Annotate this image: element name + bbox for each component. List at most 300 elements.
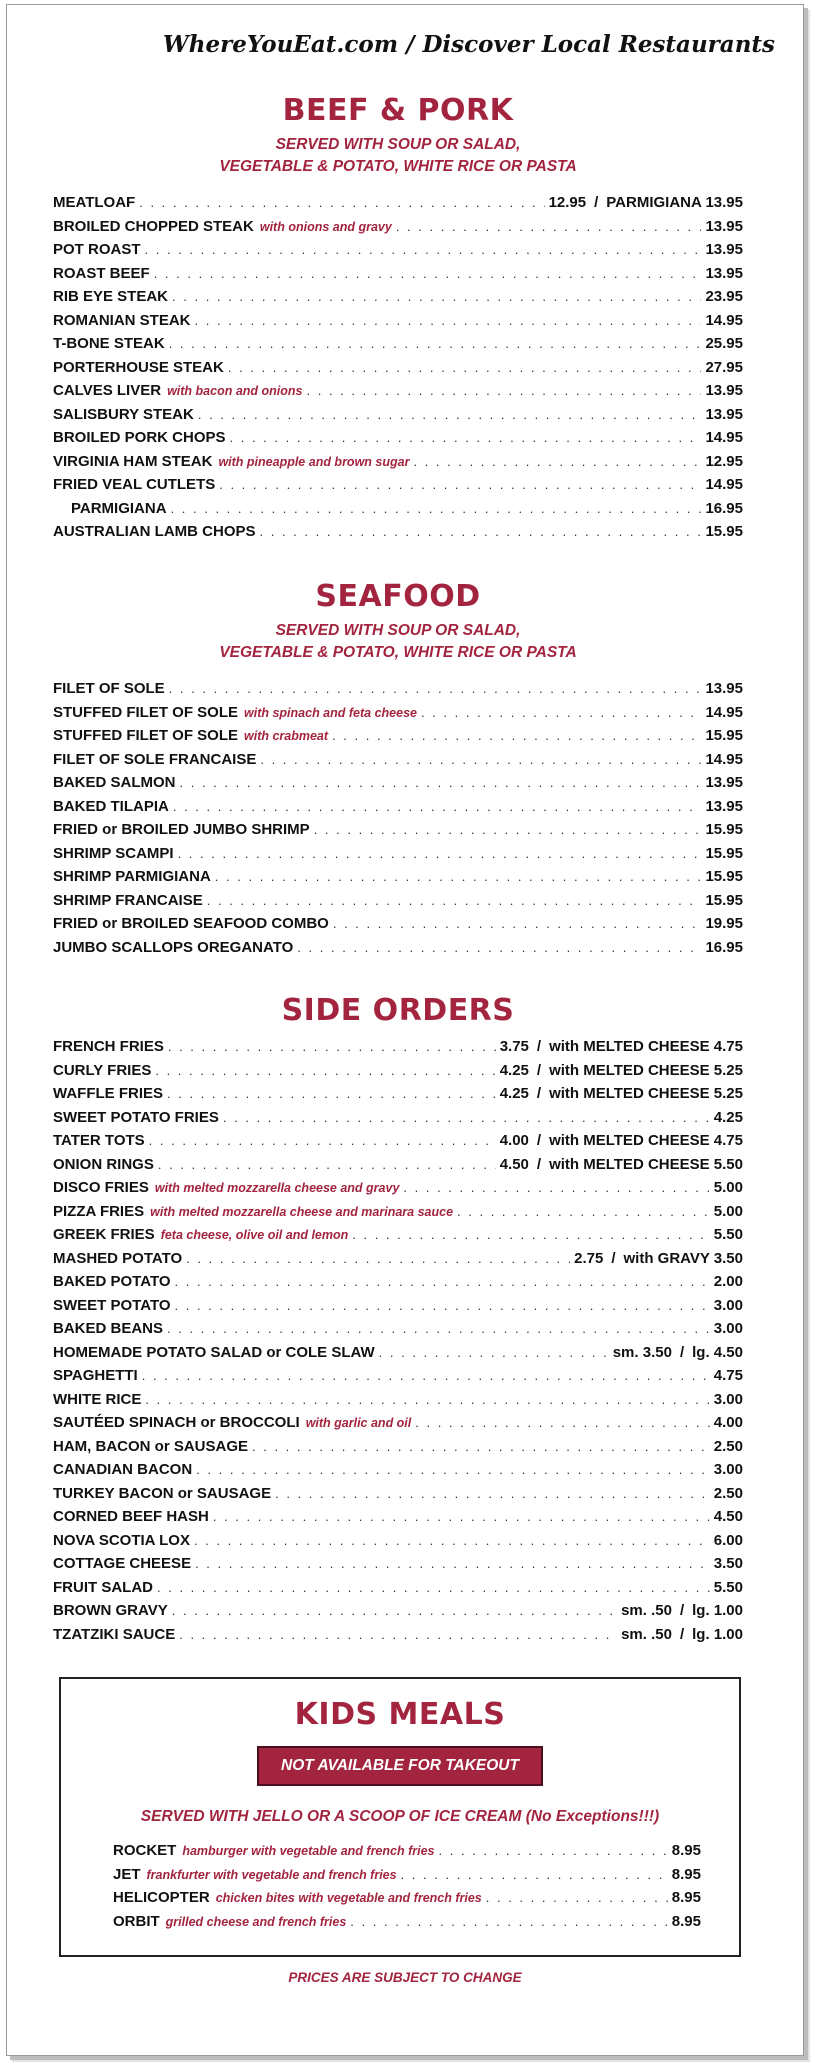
menu-item-price (714, 1391, 743, 1408)
dot-leader (175, 1274, 710, 1289)
menu-item-price (705, 939, 743, 956)
alt-option-label: lg. (692, 1602, 710, 1619)
price-value: 4.75 (713, 1367, 743, 1384)
dot-leader (194, 1533, 710, 1548)
dot-leader (396, 219, 702, 234)
menu-item-name: FRENCH FRIES (53, 1038, 164, 1055)
menu-item-row (53, 1532, 743, 1556)
price-value: 13.95 (705, 405, 743, 423)
price-separator: / (536, 1155, 542, 1173)
menu-item-row (53, 1367, 743, 1391)
menu-item-note: with melted mozzarella cheese and marinara sauce (150, 1204, 454, 1219)
menu-item-row (53, 774, 743, 798)
menu-item-note: with bacon and onions (167, 384, 303, 398)
menu-item-note: with onions and gravy (259, 219, 392, 234)
price-value: 14.95 (705, 750, 743, 768)
menu-item-row (53, 1062, 743, 1086)
dot-leader (157, 1580, 710, 1595)
price-value: 15.95 (705, 821, 743, 838)
menu-item-price (705, 359, 743, 376)
menu-item-price (714, 1320, 743, 1337)
menu-item-name: WAFFLE FRIES (53, 1085, 163, 1102)
beef-pork-sub-line2: VEGETABLE & POTATO, WHITE RICE OR PASTA (219, 158, 577, 175)
menu-item-price (621, 1626, 743, 1643)
price-value: 23.95 (705, 288, 743, 305)
menu-item-name: SALISBURY STEAK (53, 405, 194, 423)
price-value: 4.50 (499, 1155, 529, 1173)
price-value: 4.00 (499, 1132, 529, 1149)
menu-item-row (53, 1602, 743, 1626)
price-value: 4.25 (499, 1061, 529, 1079)
menu-item-price (613, 1344, 743, 1361)
menu-item-row (53, 241, 743, 265)
menu-item-name: JET (113, 1865, 141, 1883)
alt-option-label: with MELTED CHEESE (549, 1155, 710, 1173)
menu-item-name: RIB EYE STEAK (53, 288, 169, 305)
menu-item-price (672, 1889, 701, 1906)
price-value: 15.95 (705, 891, 743, 909)
price-separator: / (536, 1085, 542, 1102)
site-title[interactable]: WhereYouEat.com / Discover Local Restaurants (162, 31, 775, 58)
menu-item-note: hamburger with vegetable and french fries (182, 1844, 435, 1858)
price-value: 3.00 (713, 1390, 743, 1408)
side-orders-items (53, 1038, 743, 1649)
menu-item-note: with garlic and oil (305, 1416, 412, 1430)
dot-leader (486, 1890, 668, 1905)
dot-leader (195, 1556, 710, 1571)
menu-item-price (714, 1485, 743, 1502)
price-value: 13.95 (705, 264, 743, 282)
menu-item-row (53, 727, 743, 751)
menu-item-price (714, 1532, 743, 1549)
dot-leader (173, 799, 702, 814)
dot-leader (350, 1914, 668, 1929)
menu-item-price (705, 892, 743, 909)
seafood-subtitle (53, 620, 743, 664)
menu-item-row (53, 194, 743, 218)
dot-leader (403, 1180, 709, 1195)
small-size-label: sm. (621, 1602, 647, 1619)
dot-leader (228, 360, 702, 375)
menu-item-row (53, 1461, 743, 1485)
dot-leader (179, 1627, 617, 1642)
price-separator: / (679, 1625, 685, 1643)
dot-leader (314, 822, 702, 837)
seafood-sub-line1: SERVED WITH SOUP OR SALAD, (275, 622, 521, 639)
price-value: 3.50 (642, 1343, 672, 1361)
dot-leader (421, 705, 701, 720)
menu-item-price (705, 868, 743, 885)
menu-item-row (53, 1132, 743, 1156)
price-value: 12.95 (548, 194, 587, 211)
menu-item-note: feta cheese, olive oil and lemon (160, 1228, 349, 1242)
seafood-items (53, 680, 743, 962)
menu-item-price (621, 1602, 743, 1619)
menu-item-name: SAUTÉED SPINACH or BROCCOLI (53, 1414, 300, 1431)
dot-leader (275, 1486, 710, 1501)
dot-leader (379, 1345, 609, 1360)
alt-option-price: 5.50 (713, 1155, 743, 1173)
menu-item-name: TZATZIKI SAUCE (53, 1625, 176, 1643)
menu-item-name: STUFFED FILET OF SOLE (53, 703, 238, 721)
menu-item-row (53, 751, 743, 775)
menu-item-price (705, 312, 743, 329)
menu-item-price (714, 1414, 743, 1431)
price-value: 13.95 (705, 680, 743, 697)
menu-item-row (53, 1344, 743, 1368)
dot-leader (149, 1133, 496, 1148)
menu-item-name: HAM, BACON or SAUSAGE (53, 1437, 249, 1455)
menu-item-row (53, 1485, 743, 1509)
menu-item-price (705, 453, 743, 470)
menu-item-price (705, 288, 743, 305)
menu-item-row (53, 798, 743, 822)
menu-item-price (500, 1132, 743, 1149)
menu-item-name: COTTAGE CHEESE (53, 1555, 192, 1572)
price-separator: / (594, 194, 599, 211)
dot-leader (196, 1462, 710, 1477)
dot-leader (332, 728, 701, 743)
menu-item-price (705, 915, 743, 932)
price-value: 13.95 (705, 241, 743, 258)
menu-item-name: SHRIMP FRANCAISE (53, 891, 203, 909)
menu-item-row (53, 1438, 743, 1462)
kids-meals-title: KIDS MEALS (294, 1697, 506, 1732)
menu-item-row (53, 868, 743, 892)
price-value: 14.95 (705, 476, 743, 493)
kids-meals-subtitle: SERVED WITH JELLO OR A SCOOP OF ICE CREAM (No Exceptions!!!) (140, 1808, 660, 1825)
menu-item-name: HELICOPTER (113, 1889, 210, 1906)
alt-option-label: with MELTED CHEESE (549, 1061, 710, 1079)
menu-item-row (53, 1273, 743, 1297)
menu-item-name: SWEET POTATO (53, 1296, 171, 1314)
menu-item-name: FILET OF SOLE FRANCAISE (53, 750, 257, 768)
menu-item-name: JUMBO SCALLOPS OREGANATO (53, 938, 294, 956)
price-value: 19.95 (705, 915, 743, 932)
menu-item-name: FILET OF SOLE (53, 680, 165, 697)
price-separator: / (536, 1038, 542, 1055)
menu-item-price (705, 798, 743, 815)
beef-pork-title: BEEF & PORK (282, 93, 514, 128)
dot-leader (457, 1204, 710, 1219)
menu-item-name: CANADIAN BACON (53, 1461, 193, 1478)
menu-item-row (53, 1085, 743, 1109)
menu-item-row (53, 1414, 743, 1438)
menu-item-row (113, 1889, 701, 1913)
menu-item-price (672, 1842, 701, 1859)
alt-option-label: with MELTED CHEESE (549, 1038, 710, 1055)
menu-item-row (53, 892, 743, 916)
menu-item-name: WHITE RICE (53, 1390, 142, 1408)
dot-leader (260, 524, 702, 539)
menu-item-price (705, 680, 743, 697)
menu-item-row (53, 845, 743, 869)
menu-item-name: HOMEMADE POTATO SALAD or COLE SLAW (53, 1343, 375, 1361)
menu-item-name: GREEK FRIES (53, 1226, 155, 1243)
menu-item-name: SPAGHETTI (53, 1367, 138, 1384)
price-value: 14.95 (705, 429, 743, 446)
dot-leader (252, 1439, 710, 1454)
menu-item-name: CALVES LIVER (53, 382, 162, 399)
menu-item-row (53, 476, 743, 500)
side-orders-section (53, 993, 743, 1649)
price-value: 13.95 (705, 774, 743, 791)
price-value: 13.95 (705, 797, 743, 815)
menu-item-price (705, 821, 743, 838)
menu-item-name: BROWN GRAVY (53, 1602, 168, 1619)
menu-item-price (705, 429, 743, 446)
menu-item-price (714, 1179, 743, 1196)
price-separator: / (679, 1602, 685, 1619)
menu-item-note: frankfurter with vegetable and french fries (146, 1867, 397, 1882)
price-value: .50 (651, 1625, 672, 1643)
dot-leader (168, 1039, 496, 1054)
beef-pork-section (53, 93, 743, 547)
alt-option-price: 5.25 (713, 1061, 743, 1079)
menu-item-name: SHRIMP PARMIGIANA (53, 868, 211, 885)
menu-item-row (53, 1297, 743, 1321)
price-value: .50 (651, 1602, 672, 1619)
menu-item-row (53, 1579, 743, 1603)
beef-pork-sub-line1: SERVED WITH SOUP OR SALAD, (275, 136, 521, 153)
dot-leader (219, 477, 701, 492)
price-value: 25.95 (705, 335, 743, 352)
dot-leader (158, 1157, 496, 1172)
dot-leader (169, 681, 702, 696)
menu-item-row (53, 523, 743, 547)
price-value: 16.95 (705, 499, 743, 517)
menu-item-name: T-BONE STEAK (53, 335, 165, 352)
menu-item-price (500, 1156, 743, 1173)
price-value: 4.25 (499, 1085, 529, 1102)
kids-meals-items (113, 1842, 701, 1936)
menu-item-price (705, 241, 743, 258)
menu-item-row (53, 453, 743, 477)
menu-item-note: with pineapple and brown sugar (218, 454, 410, 469)
alt-option-price: 4.75 (713, 1038, 743, 1055)
price-value: 5.00 (713, 1179, 743, 1196)
price-value: 4.50 (713, 1508, 743, 1525)
dot-leader (215, 869, 702, 884)
menu-item-price (714, 1367, 743, 1384)
menu-item-note: with crabmeat (244, 729, 329, 743)
menu-item-name: FRIED or BROILED SEAFOOD COMBO (53, 915, 329, 932)
dot-leader (260, 752, 701, 767)
small-size-label: sm. (621, 1625, 647, 1643)
menu-item-price (705, 406, 743, 423)
menu-item-price (500, 1062, 743, 1079)
menu-item-row (53, 312, 743, 336)
price-value: 8.95 (671, 1889, 701, 1906)
price-separator: / (611, 1249, 616, 1267)
takeout-notice-badge: NOT AVAILABLE FOR TAKEOUT (257, 1746, 543, 1786)
menu-item-row (53, 821, 743, 845)
price-value: 2.50 (713, 1437, 743, 1455)
dot-leader (142, 1368, 710, 1383)
price-value: 3.75 (499, 1038, 529, 1055)
menu-item-name: BROILED CHOPPED STEAK (53, 217, 254, 235)
menu-item-name: MASHED POTATO (53, 1249, 183, 1267)
beef-pork-subtitle (53, 134, 743, 178)
menu-item-row (53, 1109, 743, 1133)
menu-item-name: STUFFED FILET OF SOLE (53, 727, 238, 744)
alt-option-price: 3.50 (713, 1249, 743, 1267)
menu-item-row (53, 1179, 743, 1203)
menu-item-price (714, 1273, 743, 1290)
menu-page (6, 4, 804, 2056)
menu-item-name: BROILED PORK CHOPS (53, 429, 226, 446)
menu-item-name: BAKED TILAPIA (53, 797, 169, 815)
menu-item-price (705, 218, 743, 235)
menu-item-price (500, 1085, 743, 1102)
menu-item-name: CORNED BEEF HASH (53, 1508, 209, 1525)
dot-leader (155, 1063, 495, 1078)
alt-option-price: 13.95 (705, 194, 743, 211)
menu-item-name: CURLY FRIES (53, 1061, 152, 1079)
side-orders-title: SIDE ORDERS (281, 993, 515, 1028)
menu-item-price (714, 1555, 743, 1572)
dot-leader (167, 1086, 496, 1101)
price-value: 12.95 (705, 452, 743, 470)
menu-item-price (672, 1913, 701, 1930)
menu-item-price (705, 476, 743, 493)
price-value: 3.50 (713, 1555, 743, 1572)
seafood-title: SEAFOOD (315, 579, 481, 614)
menu-item-name: PIZZA FRIES (53, 1202, 145, 1220)
price-value: 2.00 (713, 1273, 743, 1290)
seafood-sub-line2: VEGETABLE & POTATO, WHITE RICE OR PASTA (219, 644, 577, 661)
menu-item-row (53, 359, 743, 383)
price-value: 4.25 (713, 1108, 743, 1126)
seafood-section (53, 579, 743, 962)
menu-item-price (549, 194, 743, 211)
price-value: 2.75 (574, 1249, 604, 1267)
alt-option-label: lg. (692, 1343, 710, 1361)
menu-item-price (705, 751, 743, 768)
menu-item-row (53, 1203, 743, 1227)
dot-leader (154, 266, 702, 281)
menu-item-row (53, 1250, 743, 1274)
menu-item-price (714, 1203, 743, 1220)
dot-leader (413, 454, 701, 469)
price-value: 13.95 (705, 382, 743, 399)
dot-leader (167, 1321, 710, 1336)
alt-option-label: with GRAVY (623, 1249, 710, 1267)
dot-leader (172, 1603, 617, 1618)
price-value: 6.00 (713, 1531, 743, 1549)
menu-item-name: ROMANIAN STEAK (53, 311, 191, 329)
menu-item-name: FRIED VEAL CUTLETS (53, 476, 216, 493)
menu-item-price (705, 704, 743, 721)
menu-item-row (53, 1038, 743, 1062)
menu-item-row (53, 265, 743, 289)
dot-leader (145, 242, 702, 257)
menu-item-name: BAKED POTATO (53, 1273, 171, 1290)
menu-item-row (53, 1226, 743, 1250)
dot-leader (415, 1415, 710, 1430)
price-value: 8.95 (671, 1912, 701, 1930)
dot-leader (230, 430, 702, 445)
price-value: 27.95 (705, 358, 743, 376)
dot-leader (198, 407, 702, 422)
menu-item-name: VIRGINIA HAM STEAK (53, 452, 213, 470)
price-value: 5.00 (713, 1202, 743, 1220)
menu-item-note: with melted mozzarella cheese and gravy (154, 1181, 400, 1195)
menu-item-row (53, 1391, 743, 1415)
alt-option-label: lg. (692, 1625, 710, 1643)
dot-leader (175, 1298, 710, 1313)
menu-item-row (53, 939, 743, 963)
menu-item-price (705, 774, 743, 791)
beef-pork-items (53, 194, 743, 547)
price-value: 14.95 (705, 703, 743, 721)
menu-item-name: ONION RINGS (53, 1155, 154, 1173)
menu-item-name: BAKED BEANS (53, 1320, 164, 1337)
price-value: 15.95 (705, 844, 743, 862)
menu-item-row (113, 1866, 701, 1890)
menu-item-name: FRUIT SALAD (53, 1578, 153, 1596)
menu-item-price (705, 265, 743, 282)
price-value: 3.00 (713, 1461, 743, 1478)
dot-leader (178, 846, 702, 861)
price-value: 2.50 (713, 1484, 743, 1502)
menu-item-note: grilled cheese and french fries (165, 1914, 347, 1929)
dot-leader (195, 313, 702, 328)
alt-option-price: 1.00 (713, 1602, 743, 1619)
dot-leader (352, 1227, 710, 1242)
price-separator: / (536, 1132, 542, 1149)
dot-leader (223, 1110, 710, 1125)
price-separator: / (679, 1343, 685, 1361)
menu-item-price (714, 1438, 743, 1455)
dot-leader (207, 893, 702, 908)
menu-item-name: ROAST BEEF (53, 264, 150, 282)
menu-item-row (53, 704, 743, 728)
dot-leader (333, 916, 702, 931)
dot-leader (169, 336, 702, 351)
price-value: 8.95 (671, 1865, 701, 1883)
price-value: 4.00 (713, 1414, 743, 1431)
menu-item-row (53, 406, 743, 430)
menu-item-row (53, 218, 743, 242)
price-value: 5.50 (713, 1578, 743, 1596)
price-separator: / (536, 1061, 542, 1079)
menu-item-price (705, 523, 743, 540)
menu-item-row (53, 1626, 743, 1650)
dot-leader (139, 195, 544, 210)
price-value: 15.95 (705, 868, 743, 885)
price-value: 15.95 (705, 523, 743, 540)
menu-item-price (574, 1250, 743, 1267)
menu-item-name: ORBIT (113, 1912, 160, 1930)
price-value: 8.95 (671, 1842, 701, 1859)
menu-item-price (500, 1038, 743, 1055)
menu-item-price (672, 1866, 701, 1883)
menu-item-row (53, 1555, 743, 1579)
small-size-label: sm. (612, 1343, 639, 1361)
menu-item-price (705, 727, 743, 744)
price-value: 5.50 (713, 1226, 743, 1243)
menu-item-price (714, 1109, 743, 1126)
dot-leader (145, 1392, 709, 1407)
menu-item-name: TATER TOTS (53, 1132, 145, 1149)
menu-item-price (714, 1579, 743, 1596)
alt-option-price: 4.50 (713, 1343, 743, 1361)
price-value: 13.95 (705, 217, 743, 235)
menu-item-row (113, 1842, 701, 1866)
dot-leader (401, 1867, 668, 1882)
menu-item-name: NOVA SCOTIA LOX (53, 1531, 190, 1549)
